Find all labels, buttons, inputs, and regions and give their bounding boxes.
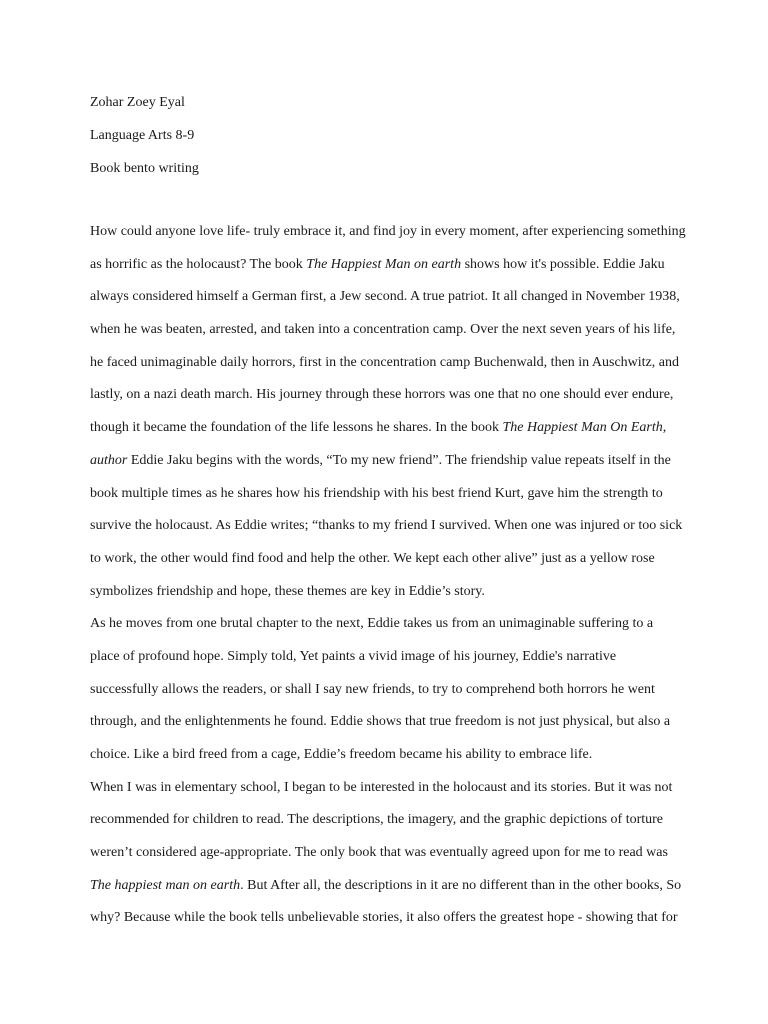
essay-line [90,608,690,641]
essay-line [90,314,690,347]
essay-line [90,739,690,772]
essay-line [90,216,690,249]
text-run: choice. Like a bird freed from a cage, Eddie’s freedom became his ability to embrace life. [90,747,593,762]
text-run: as horrific as the holocaust? The book [90,256,307,272]
text-run: why? Because while the book tells unbelievable stories, it also offers the greatest hope - showing that for [90,910,678,926]
text-run: place of profound hope. Simply told, Yet paints a vivid image of his journey, Eddie's narrative [90,648,617,664]
essay-line [90,347,690,380]
italic-text-run: The Happiest Man on earth [306,256,462,272]
essay-line [90,837,690,870]
text-run: book multiple times as he shares how his friendship with his best friend Kurt, gave him the strength to [90,485,663,501]
text-run: always considered himself a German first, a Jew second. A true patriot. It all changed in November 1938, [90,289,680,305]
text-run: How could anyone love life- truly embrace it, and find joy in every moment, after experiencing something [90,224,686,239]
text-run: successfully allows the readers, or shall I say new friends, to try to comprehend both horrors he went [90,681,655,697]
text-run: recommended for children to read. The descriptions, the imagery, and the graphic depictions of torture [90,812,664,828]
text-run: shows how it's possible. Eddie Jaku [461,256,665,272]
essay-line [90,478,690,511]
course-name: Language Arts 8-9 [90,128,195,143]
italic-text-run: The Happiest Man On Earth, [502,420,667,436]
header-spacer [90,185,690,216]
text-run: When I was in elementary school, I began to be interested in the holocaust and its stories. But it was not [90,779,673,795]
essay-line [90,543,690,576]
text-run: . But After all, the descriptions in it are no different than in the other books, So [240,877,682,893]
essay-line [90,674,690,707]
essay-line [90,510,690,543]
essay-line [90,902,690,935]
essay-line [90,445,690,478]
text-run: Eddie Jaku begins with the words, “To my new friend”. The friendship value repeats itself in the [127,452,671,468]
text-run: when he was beaten, arrested, and taken into a concentration camp. Over the next seven years of his life, [90,322,676,338]
author-name: Zohar Zoey Eyal [90,95,185,110]
essay-line [90,576,690,609]
text-run: to work, the other would find food and help the other. We kept each other alive” just as a yellow rose [90,550,655,566]
essay-line [90,281,690,314]
text-run: As he moves from one brutal chapter to the next, Eddie takes us from an unimaginable suffering to a [90,616,654,632]
text-run: symbolizes friendship and hope, these themes are key in Eddie’s story. [90,583,485,599]
essay-line [90,706,690,739]
italic-text-run: The happiest man on earth [90,877,241,893]
essay-body [90,216,690,935]
assignment-title: Book bento writing [90,161,199,176]
essay-line [90,870,690,903]
essay-line [90,804,690,837]
italic-text-run: author [90,452,128,468]
essay-line [90,249,690,282]
essay-line [90,772,690,805]
text-run: lastly, on a nazi death march. His journey through these horrors was one that no one should ever endure, [90,387,674,403]
text-run: he faced unimaginable daily horrors, first in the concentration camp Buchenwald, then in Auschwitz, and [90,354,679,370]
text-run: though it became the foundation of the life lessons he shares. In the book [90,420,503,436]
text-run: through, and the enlightenments he found. Eddie shows that true freedom is not just physical, but also a [90,714,671,730]
text-run: survive the holocaust. As Eddie writes; “thanks to my friend I survived. When one was injured or too sick [90,518,683,534]
essay-line [90,641,690,674]
document-content [90,86,690,935]
text-run: weren’t considered age-appropriate. The only book that was eventually agreed upon for me to read was [90,845,668,861]
essay-line [90,379,690,412]
essay-line [90,412,690,445]
